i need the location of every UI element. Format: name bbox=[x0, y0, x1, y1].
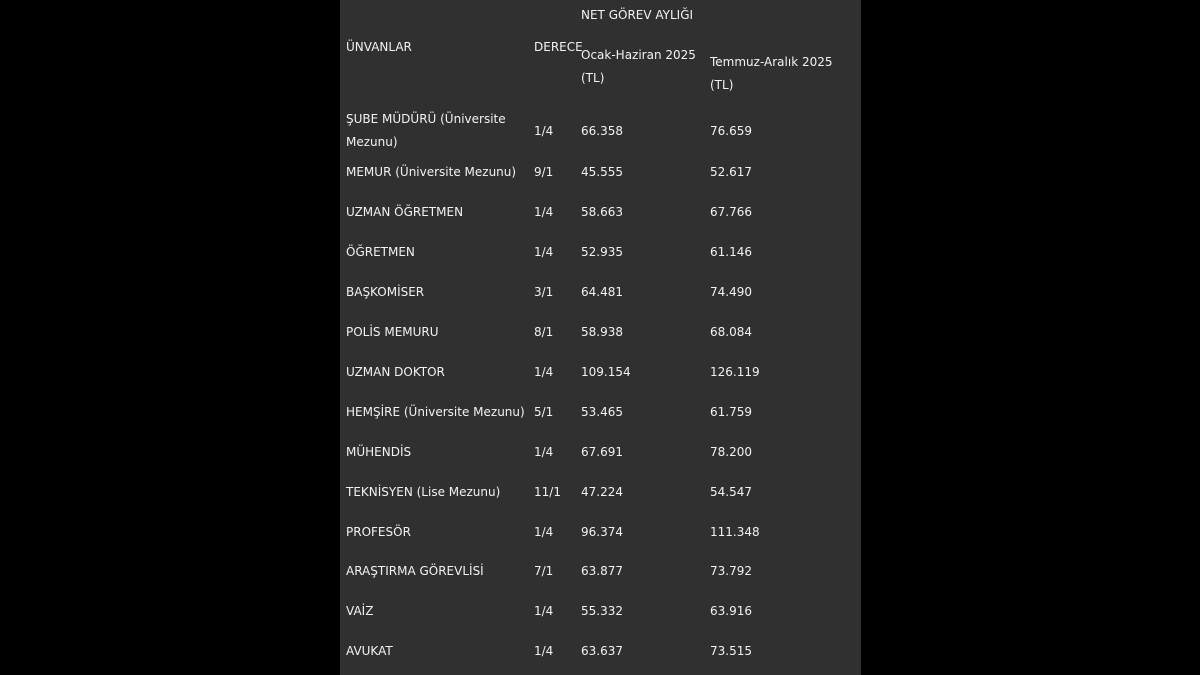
row-title: BAŞKOMİSER bbox=[346, 285, 425, 299]
row-grade: 9/1 bbox=[534, 165, 554, 179]
row-first-half: 45.555 bbox=[581, 165, 623, 179]
row-first-half: 64.481 bbox=[581, 285, 623, 299]
row-second-half: 61.759 bbox=[710, 405, 752, 419]
row-first-half: 66.358 bbox=[581, 124, 623, 138]
header-titles: ÜNVANLAR bbox=[346, 40, 412, 54]
row-first-half: 58.938 bbox=[581, 325, 623, 339]
row-grade: 1/4 bbox=[534, 525, 554, 539]
row-second-half: 74.490 bbox=[710, 285, 752, 299]
row-grade: 3/1 bbox=[534, 285, 554, 299]
row-title: UZMAN ÖĞRETMEN bbox=[346, 205, 464, 219]
row-second-half: 111.348 bbox=[710, 525, 760, 539]
row-second-half: 63.916 bbox=[710, 604, 752, 618]
row-title: HEMŞİRE (Üniversite Mezunu) bbox=[346, 405, 525, 419]
row-title: UZMAN DOKTOR bbox=[346, 365, 445, 379]
row-grade: 1/4 bbox=[534, 604, 554, 618]
row-first-half: 63.877 bbox=[581, 564, 623, 578]
row-grade: 1/4 bbox=[534, 205, 554, 219]
row-first-half: 109.154 bbox=[581, 365, 631, 379]
row-title: VAİZ bbox=[346, 604, 374, 618]
header-grade: DERECE bbox=[534, 40, 583, 54]
row-grade: 1/4 bbox=[534, 644, 554, 658]
row-grade: 1/4 bbox=[534, 124, 554, 138]
row-first-half: 58.663 bbox=[581, 205, 623, 219]
row-first-half: 55.332 bbox=[581, 604, 623, 618]
group-header: NET GÖREV AYLIĞI bbox=[581, 8, 694, 22]
row-title: MÜHENDİS bbox=[346, 445, 412, 459]
row-second-half: 54.547 bbox=[710, 485, 752, 499]
row-second-half: 68.084 bbox=[710, 325, 752, 339]
row-title: ŞUBE MÜDÜRÜ (Üniversite Mezunu) bbox=[346, 112, 506, 149]
row-second-half: 76.659 bbox=[710, 124, 752, 138]
row-title: PROFESÖR bbox=[346, 525, 411, 539]
row-grade: 7/1 bbox=[534, 564, 554, 578]
row-title: AVUKAT bbox=[346, 644, 393, 658]
row-title: ARAŞTIRMA GÖREVLİSİ bbox=[346, 564, 484, 578]
row-grade: 1/4 bbox=[534, 365, 554, 379]
row-grade: 1/4 bbox=[534, 245, 554, 259]
row-title: TEKNİSYEN (Lise Mezunu) bbox=[346, 485, 501, 499]
row-first-half: 63.637 bbox=[581, 644, 623, 658]
row-grade: 1/4 bbox=[534, 445, 554, 459]
row-second-half: 78.200 bbox=[710, 445, 752, 459]
row-title: MEMUR (Üniversite Mezunu) bbox=[346, 165, 517, 179]
row-first-half: 67.691 bbox=[581, 445, 623, 459]
row-second-half: 73.515 bbox=[710, 644, 752, 658]
row-first-half: 47.224 bbox=[581, 485, 623, 499]
row-second-half: 126.119 bbox=[710, 365, 760, 379]
row-second-half: 61.146 bbox=[710, 245, 752, 259]
row-second-half: 52.617 bbox=[710, 165, 752, 179]
row-title: ÖĞRETMEN bbox=[346, 245, 415, 259]
row-first-half: 52.935 bbox=[581, 245, 623, 259]
row-second-half: 73.792 bbox=[710, 564, 752, 578]
row-grade: 5/1 bbox=[534, 405, 554, 419]
salary-table bbox=[340, 0, 861, 675]
header-first-half: Ocak-Haziran 2025 (TL) bbox=[581, 48, 696, 85]
row-grade: 8/1 bbox=[534, 325, 554, 339]
row-grade: 11/1 bbox=[534, 485, 561, 499]
row-first-half: 96.374 bbox=[581, 525, 623, 539]
header-second-half: Temmuz-Aralık 2025 (TL) bbox=[710, 55, 833, 92]
row-title: POLİS MEMURU bbox=[346, 325, 439, 339]
row-first-half: 53.465 bbox=[581, 405, 623, 419]
row-second-half: 67.766 bbox=[710, 205, 752, 219]
